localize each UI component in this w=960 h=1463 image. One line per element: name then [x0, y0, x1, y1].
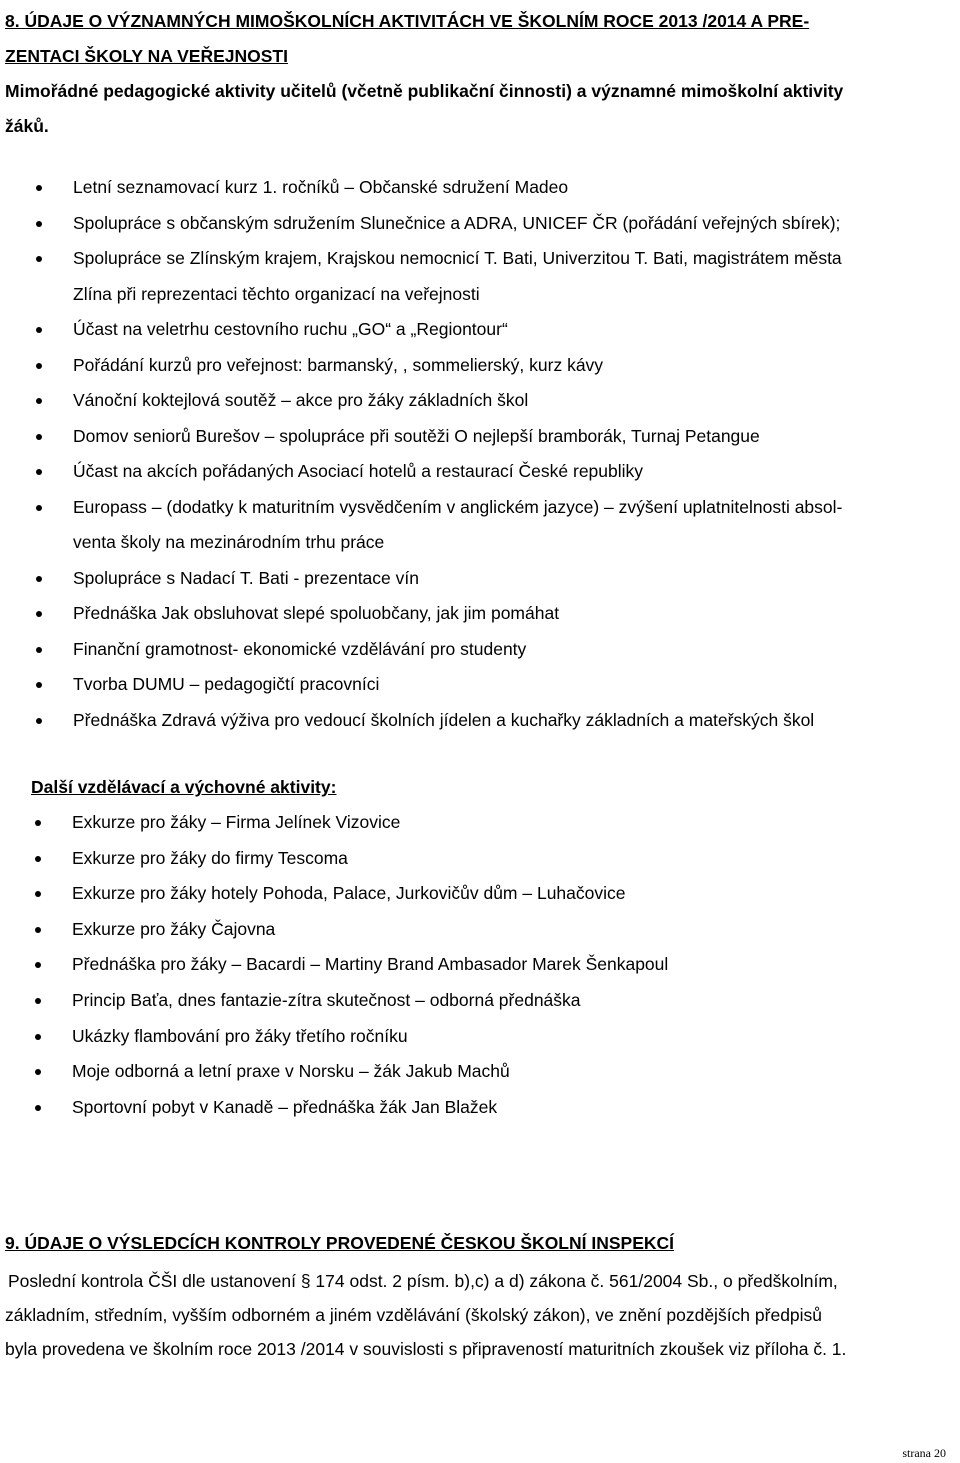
- paragraph-line-2: základním, středním, vyšším odborném a jiném vzdělávání (školský zákon), ve znění pozdějších předpisů: [5, 1305, 823, 1325]
- section-8-subtitle-line-1: Mimořádné pedagogické aktivity učitelů (včetně publikační činnosti) a významné mimoškolní aktivity: [5, 81, 844, 101]
- bullet-icon: [36, 221, 42, 227]
- list-item: Pořádání kurzů pro veřejnost: barmanský, , sommelierský, kurz kávy: [0, 348, 960, 384]
- list-item: Tvorba DUMU – pedagogičtí pracovníci: [0, 667, 960, 703]
- list-item: Vánoční koktejlová soutěž – akce pro žáky základních škol: [0, 383, 960, 419]
- list-item: Princip Baťa, dnes fantazie-zítra skutečnost – odborná přednáška: [0, 983, 960, 1019]
- further-activities-list: [0, 805, 960, 1125]
- bullet-icon: [35, 927, 41, 933]
- bullet-icon: [35, 1105, 41, 1111]
- section-9-heading: 9. ÚDAJE O VÝSLEDCÍCH KONTROLY PROVEDENÉ ČESKOU ŠKOLNÍ INSPEKCÍ: [5, 1233, 675, 1253]
- bullet-icon: [36, 434, 42, 440]
- bullet-icon: [36, 469, 42, 475]
- list-item: Exkurze pro žáky do firmy Tescoma: [0, 841, 960, 877]
- page-number: strana 20: [902, 1446, 946, 1460]
- list-item: Finanční gramotnost- ekonomické vzdělávání pro studenty: [0, 632, 960, 668]
- list-item: Europass – (dodatky k maturitním vysvědčením v anglickém jazyce) – zvýšení uplatnitelnosti absol- venta školy na mezinárodním trhu práce: [0, 490, 960, 561]
- list-item: Ukázky flambování pro žáky třetího ročníku: [0, 1019, 960, 1055]
- bullet-icon: [36, 576, 42, 582]
- paragraph-line-3: byla provedena ve školním roce 2013 /2014 v souvislosti s připraveností maturitních zkoušek viz příloha č. 1.: [5, 1339, 847, 1359]
- list-item: Účast na veletrhu cestovního ruchu „GO“ a „Regiontour“: [0, 312, 960, 348]
- bullet-icon: [35, 820, 41, 826]
- list-item: Moje odborná a letní praxe v Norsku – žák Jakub Machů: [0, 1054, 960, 1090]
- section-8-heading: [5, 4, 955, 144]
- bullet-icon: [36, 327, 42, 333]
- inspection-paragraph: [5, 1264, 955, 1366]
- bullet-icon: [35, 962, 41, 968]
- list-item: Exkurze pro žáky hotely Pohoda, Palace, Jurkovičův dům – Luhačovice: [0, 876, 960, 912]
- list-item: Exkurze pro žáky – Firma Jelínek Vizovice: [0, 805, 960, 841]
- list-item: Spolupráce s Nadací T. Bati - prezentace vín: [0, 561, 960, 597]
- bullet-icon: [36, 398, 42, 404]
- bullet-icon: [35, 856, 41, 862]
- bullet-icon: [35, 998, 41, 1004]
- bullet-icon: [36, 185, 42, 191]
- bullet-icon: [36, 256, 42, 262]
- bullet-icon: [36, 363, 42, 369]
- list-item: Přednáška Jak obsluhovat slepé spoluobčany, jak jim pomáhat: [0, 596, 960, 632]
- section-8-title-line-1: 8. ÚDAJE O VÝZNAMNÝCH MIMOŠKOLNÍCH AKTIVITÁCH VE ŠKOLNÍM ROCE 2013 /2014 A PRE-: [5, 11, 810, 31]
- bullet-icon: [36, 647, 42, 653]
- activities-list: [0, 170, 960, 738]
- list-item: Domov seniorů Burešov – spolupráce při soutěži O nejlepší bramborák, Turnaj Petangue: [0, 419, 960, 455]
- bullet-icon: [35, 1034, 41, 1040]
- bullet-icon: [36, 505, 42, 511]
- bullet-icon: [36, 718, 42, 724]
- bullet-icon: [35, 891, 41, 897]
- list-item: Účast na akcích pořádaných Asociací hotelů a restaurací České republiky: [0, 454, 960, 490]
- section-8-subtitle-line-2: žáků.: [5, 116, 49, 136]
- bullet-icon: [35, 1069, 41, 1075]
- list-item: Exkurze pro žáky Čajovna: [0, 912, 960, 948]
- bullet-icon: [36, 611, 42, 617]
- section-8-title-line-2: ZENTACI ŠKOLY NA VEŘEJNOSTI: [5, 46, 288, 66]
- list-item: Spolupráce s občanským sdružením Slunečnice a ADRA, UNICEF ČR (pořádání veřejných sbírek);: [0, 206, 960, 242]
- list-item: Přednáška Zdravá výživa pro vedoucí školních jídelen a kuchařky základních a mateřských škol: [0, 703, 960, 739]
- list-item: Přednáška pro žáky – Bacardi – Martiny Brand Ambasador Marek Šenkapoul: [0, 947, 960, 983]
- list-item: Letní seznamovací kurz 1. ročníků – Občanské sdružení Madeo: [0, 170, 960, 206]
- bullet-icon: [36, 682, 42, 688]
- paragraph-line-1: Poslední kontrola ČŠI dle ustanovení § 174 odst. 2 písm. b),c) a d) zákona č. 561/2004 Sb., o předškolním,: [8, 1271, 838, 1291]
- list-item: Sportovní pobyt v Kanadě – přednáška žák Jan Blažek: [0, 1090, 960, 1126]
- list-item: Spolupráce se Zlínským krajem, Krajskou nemocnicí T. Bati, Univerzitou T. Bati, magistrátem města Zlína při reprezentaci těchto organizací na veřejnosti: [0, 241, 960, 312]
- further-activities-heading: Další vzdělávací a výchovné aktivity:: [31, 777, 337, 797]
